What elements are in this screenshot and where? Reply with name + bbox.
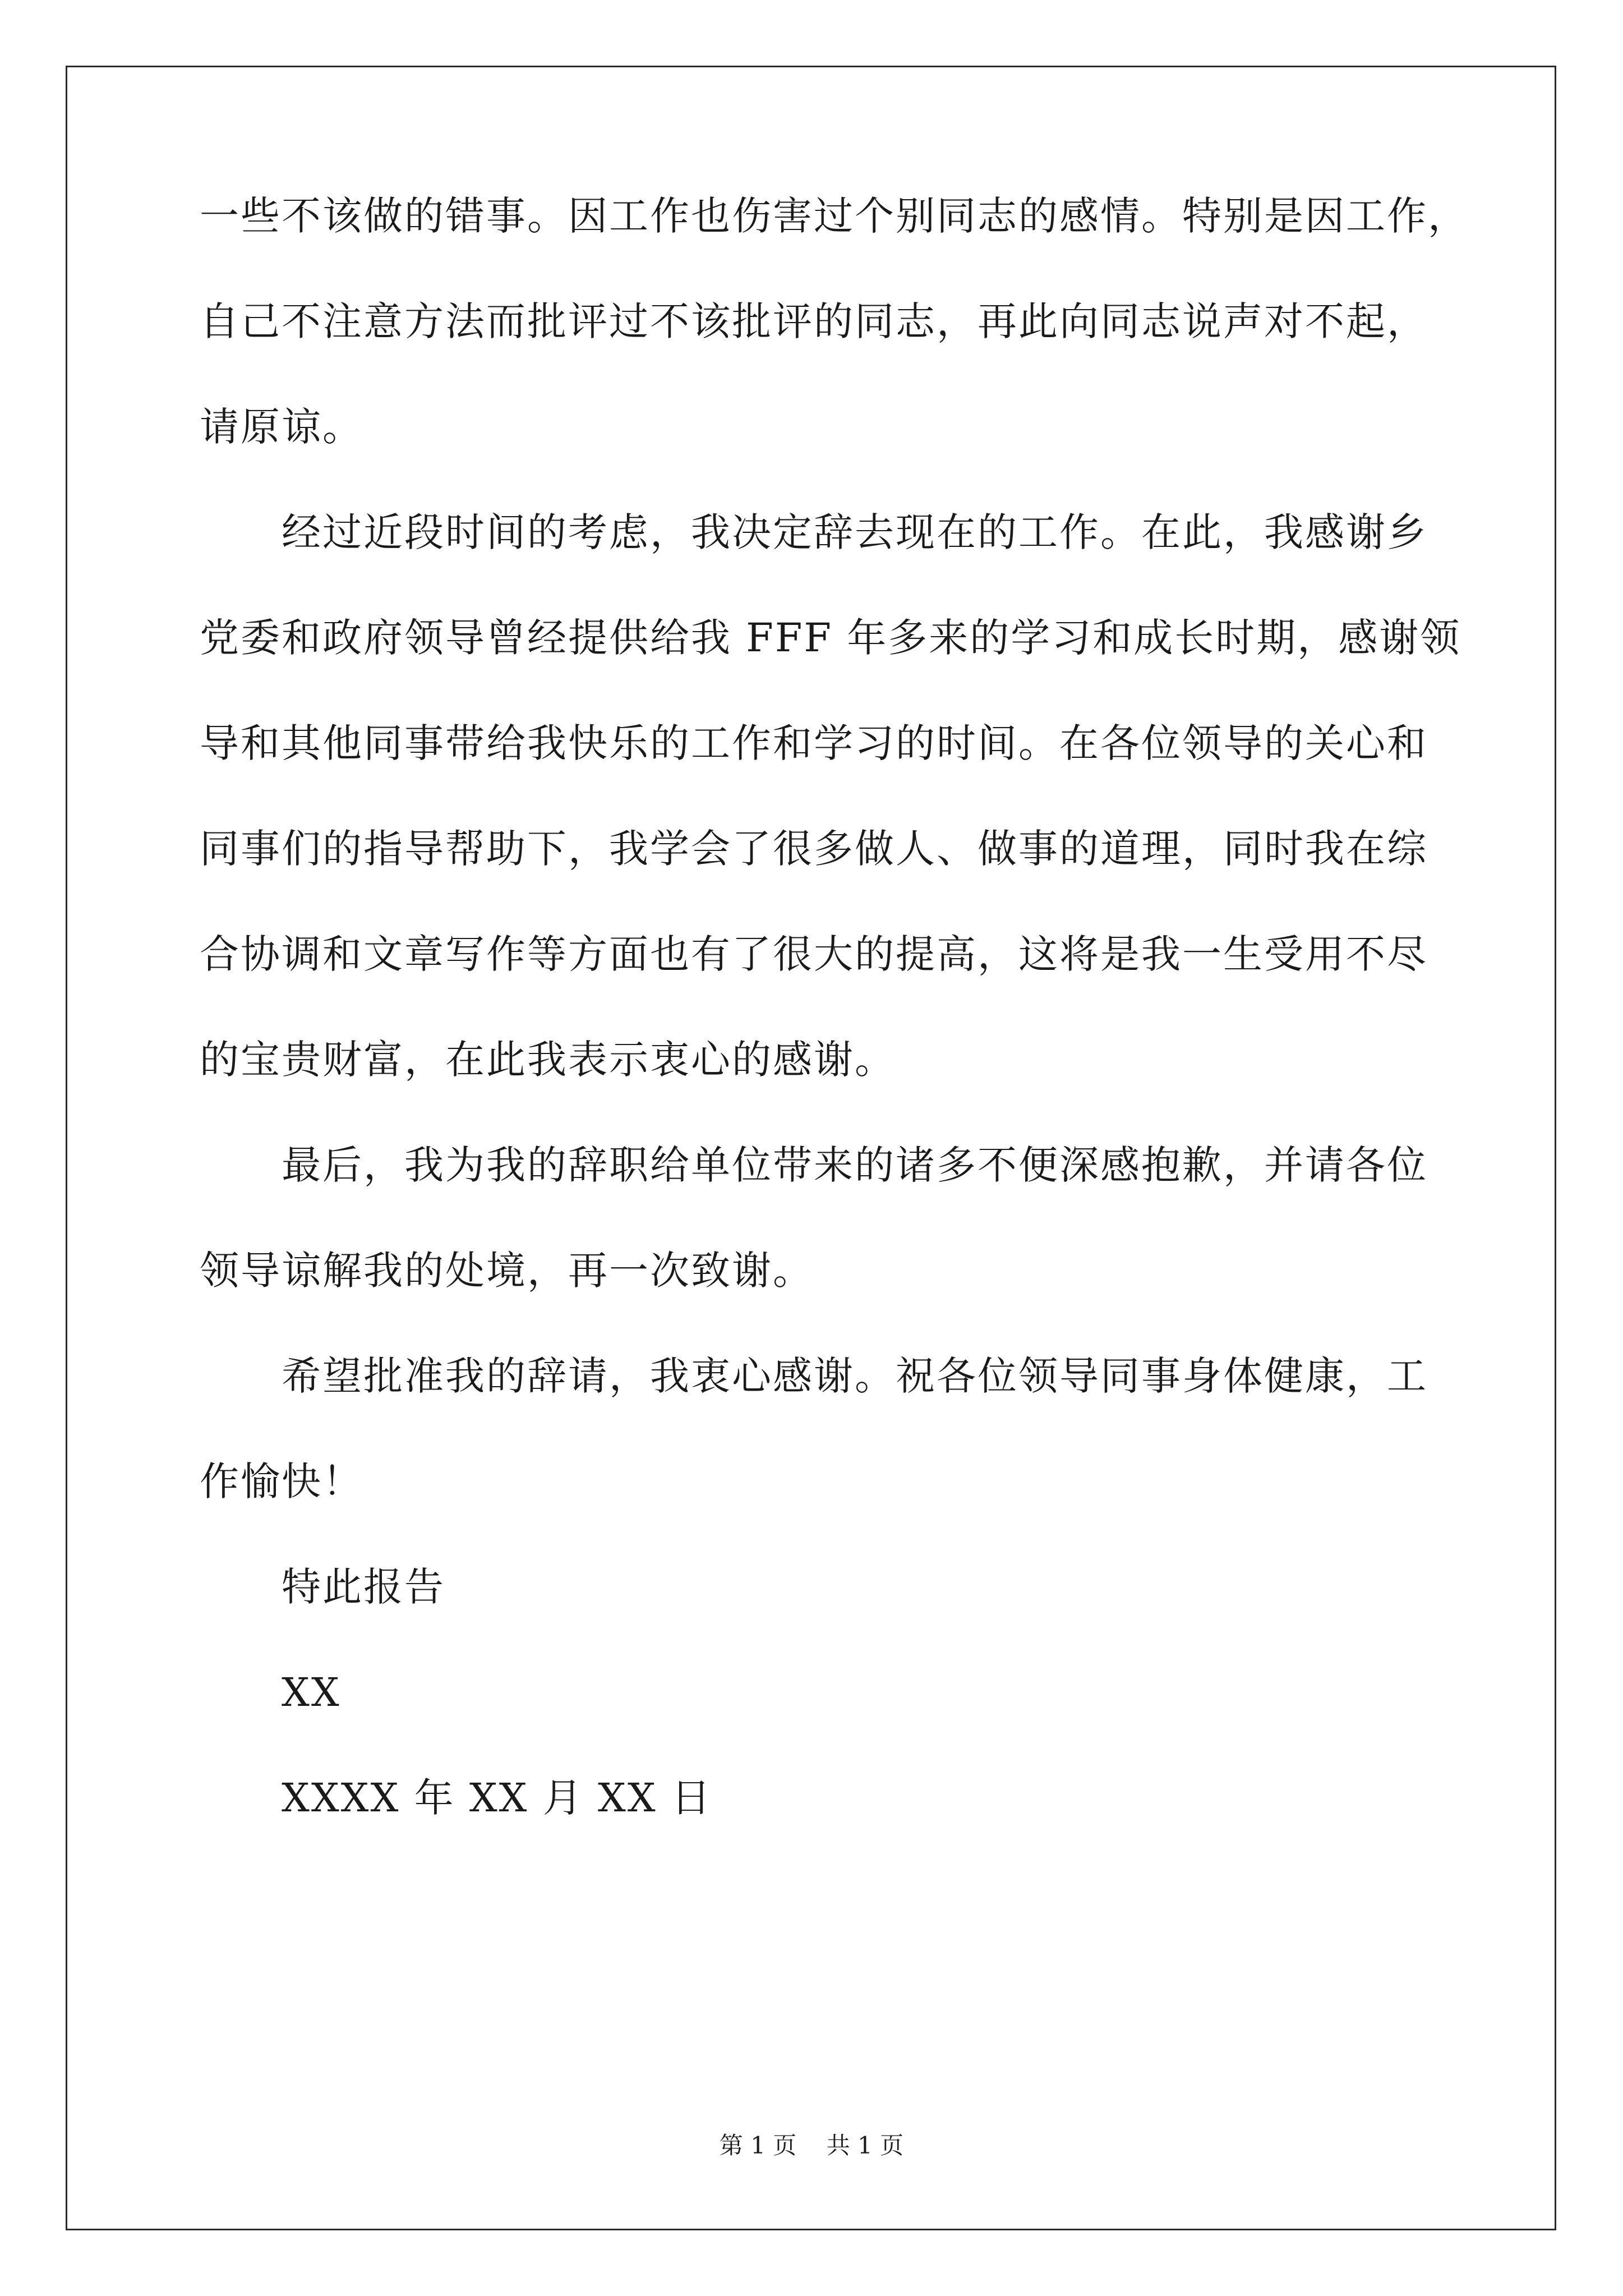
paragraph-start-line: 经过近段时间的考虑，我决定辞去现在的工作。在此，我感谢乡 bbox=[282, 509, 1428, 555]
text-line: 合协调和文章写作等方面也有了很大的提高，这将是我一生受用不尽 bbox=[200, 931, 1428, 977]
text-line: 请原谅。 bbox=[200, 404, 363, 450]
paragraph-start-line: 最后，我为我的辞职给单位带来的诸多不便深感抱歉，并请各位 bbox=[282, 1142, 1428, 1188]
text-line: 的宝贵财富，在此我表示衷心的感谢。 bbox=[200, 1037, 896, 1083]
text-line: 一些不该做的错事。因工作也伤害过个别同志的感情。特别是因工作， bbox=[200, 193, 1469, 239]
text-line: 作愉快！ bbox=[200, 1458, 363, 1504]
text-line: 同事们的指导帮助下，我学会了很多做人、做事的道理，同时我在综 bbox=[200, 826, 1428, 872]
text-line: 党委和政府领导曾经提供给我 FFF 年多来的学习和成长时期，感谢领 bbox=[200, 615, 1461, 661]
signature-name: XX bbox=[282, 1669, 341, 1715]
text-line: 导和其他同事带给我快乐的工作和学习的时间。在各位领导的关心和 bbox=[200, 720, 1428, 766]
signature-date: XXXX 年 XX 月 XX 日 bbox=[282, 1775, 712, 1821]
text-line: 自己不注意方法而批评过不该批评的同志，再此向同志说声对不起， bbox=[200, 298, 1428, 344]
closing-statement: 特此报告 bbox=[282, 1564, 445, 1610]
paragraph-start-line: 希望批准我的辞请，我衷心感谢。祝各位领导同事身体健康，工 bbox=[282, 1353, 1428, 1399]
text-line: 领导谅解我的处境，再一次致谢。 bbox=[200, 1248, 814, 1294]
page-number-footer: 第 1 页 共 1 页 bbox=[719, 2132, 904, 2159]
